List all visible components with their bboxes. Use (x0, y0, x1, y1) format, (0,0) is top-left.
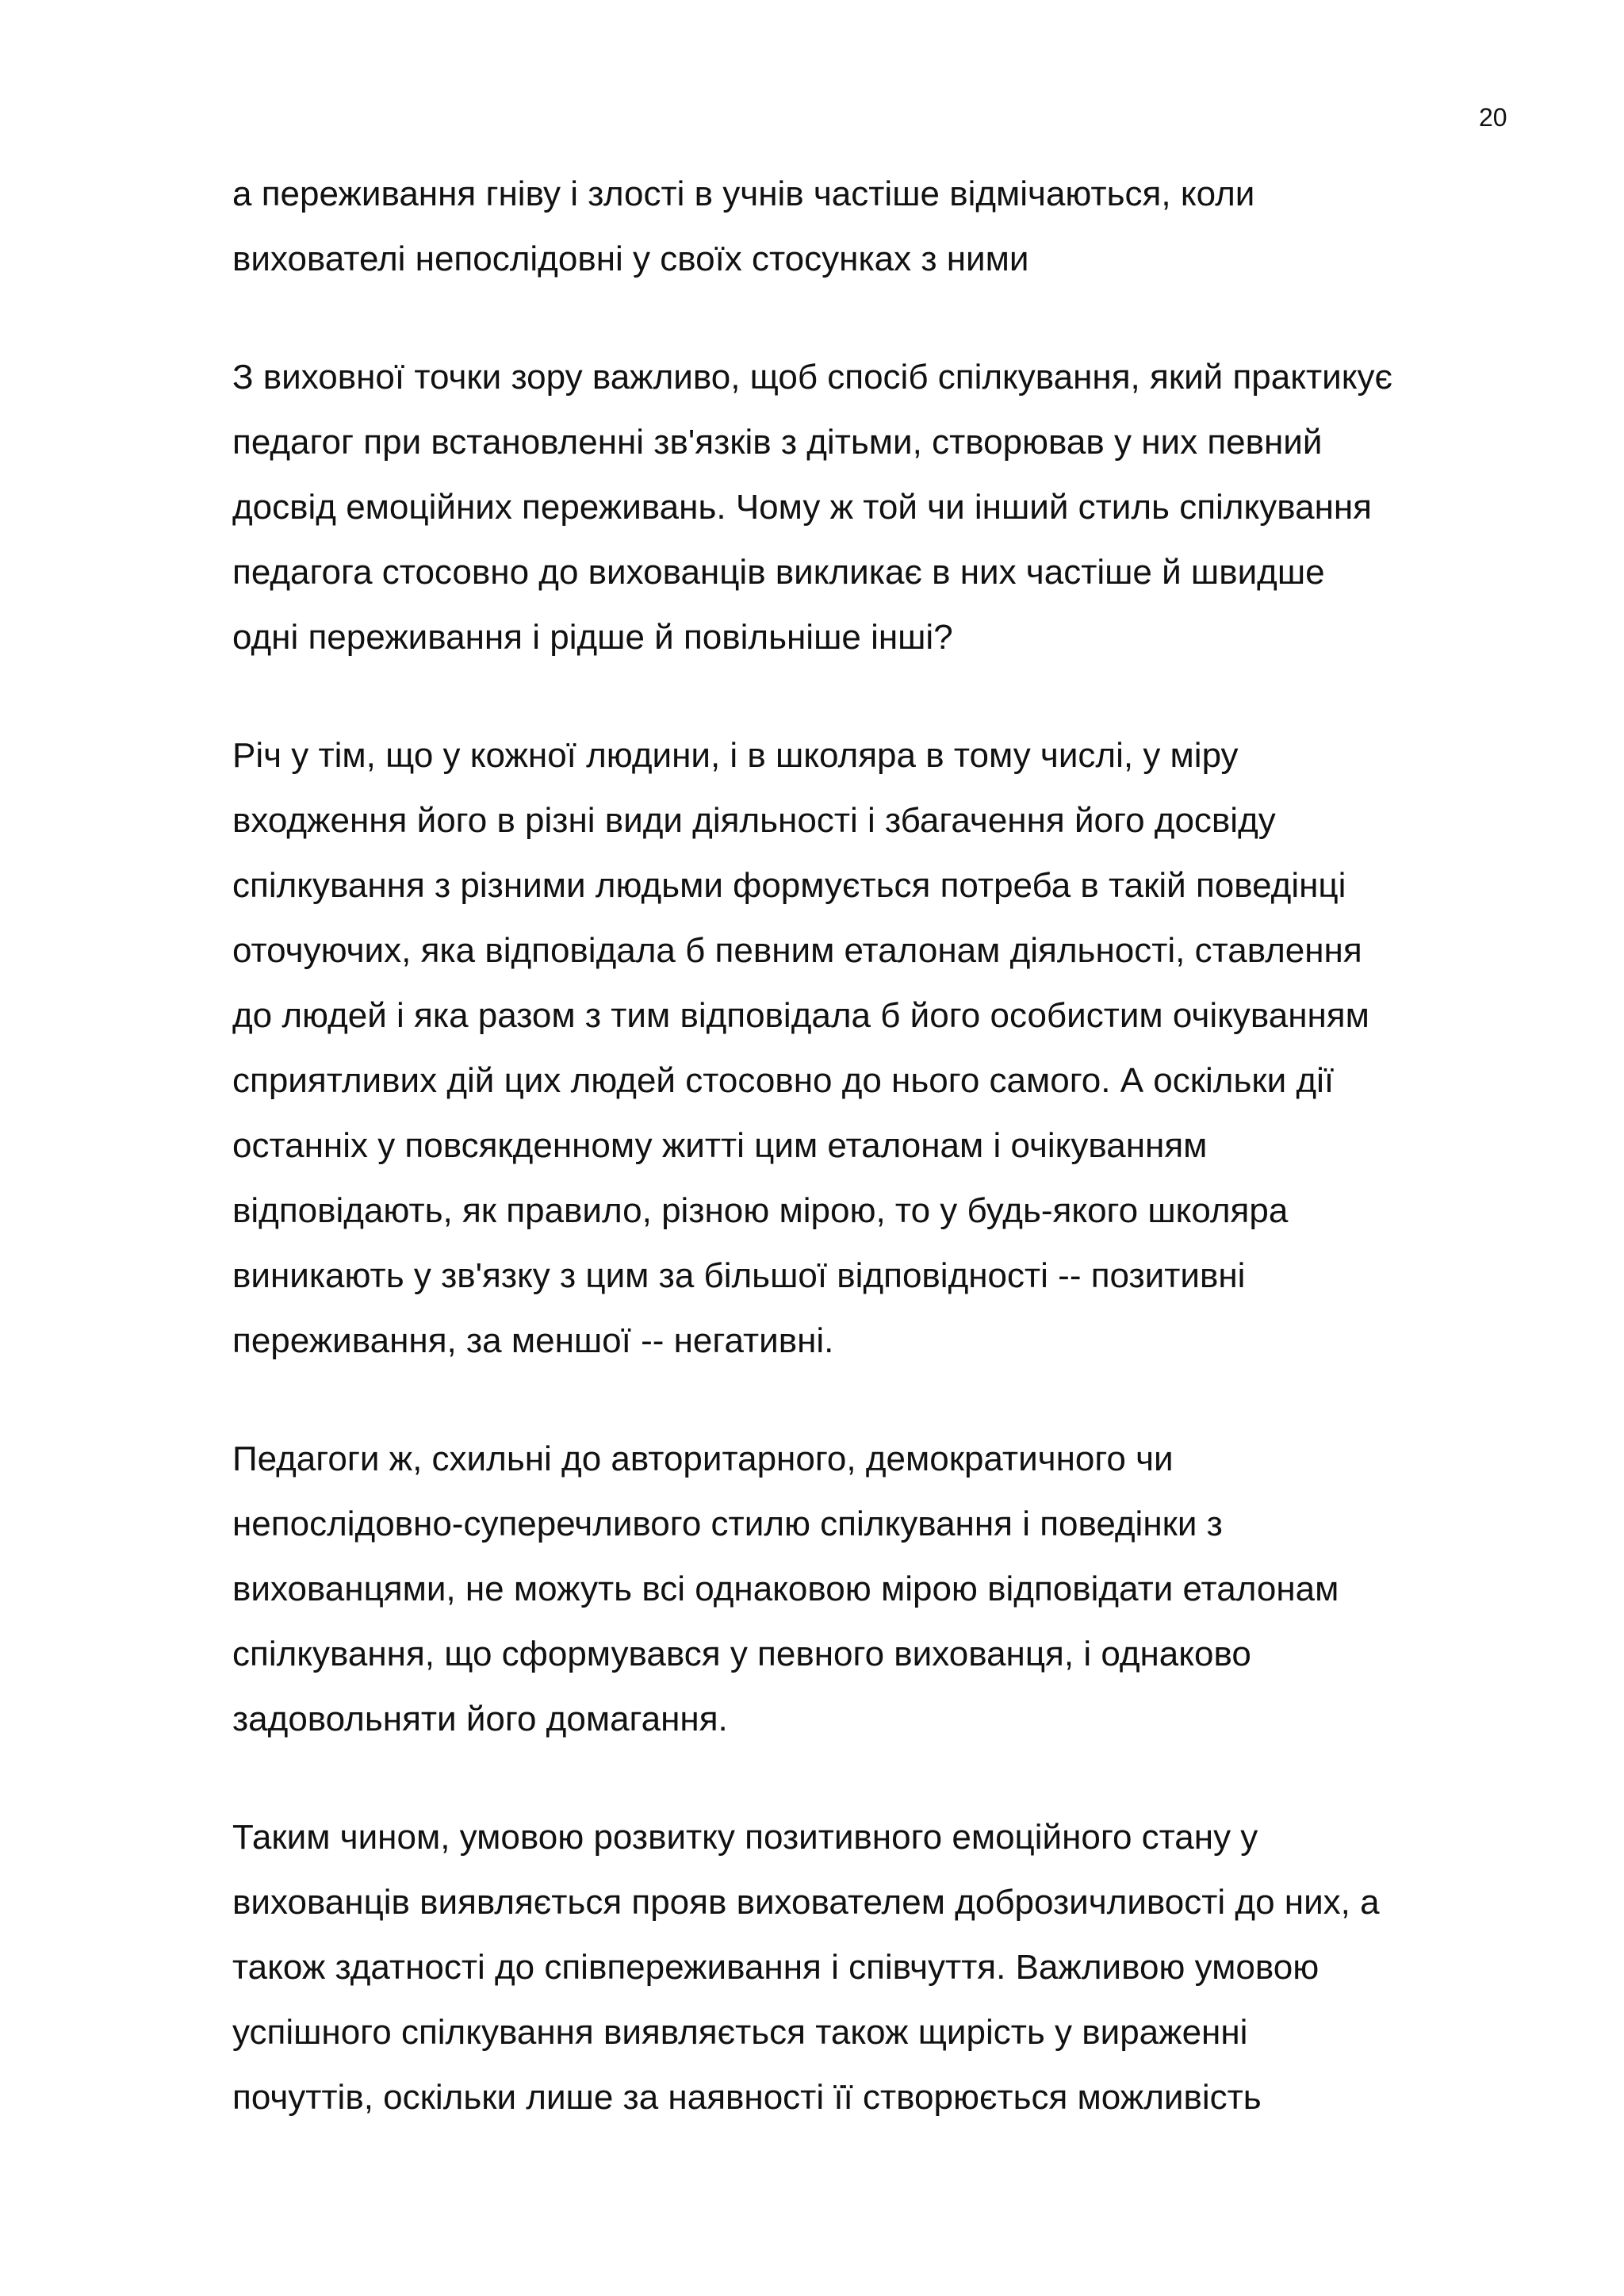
text-line: оточуючих, яка відповідала б певним еталонам діяльності, ставлення (232, 931, 1362, 970)
text-line: непослідовно-суперечливого стилю спілкування і поведінки з (232, 1504, 1223, 1543)
document-body (232, 162, 1517, 2130)
text-line: спілкування, що сформувався у певного вихованця, і однаково (232, 1635, 1251, 1673)
paragraph-gap (232, 670, 1517, 723)
text-line: почуттів, оскільки лише за наявності її створюється можливість (232, 2078, 1262, 2117)
text-line: З виховної точки зору важливо, щоб спосіб спілкування, який практикує (232, 358, 1392, 397)
paragraph-3 (232, 723, 1517, 1374)
text-line: одні переживання і рідше й повільніше інші? (232, 618, 953, 657)
text-line: Таким чином, умовою розвитку позитивного емоційного стану у (232, 1818, 1258, 1857)
page-number: 20 (1479, 103, 1507, 132)
text-line: а переживання гніву і злості в учнів частіше відмічаються, коли (232, 174, 1255, 213)
text-line: досвід емоційних переживань. Чому ж той чи інший стиль спілкування (232, 488, 1373, 527)
text-line: успішного спілкування виявляється також щирість у вираженні (232, 2013, 1248, 2052)
text-line: педагог при встановленні зв'язків з дітьми, створював у них певний (232, 423, 1323, 462)
text-line: Річ у тім, що у кожної людини, і в школяра в тому числі, у міру (232, 736, 1239, 775)
paragraph-1 (232, 162, 1517, 292)
text-line: вихованців виявляється прояв вихователем доброзичливості до них, а (232, 1883, 1380, 1922)
text-line: сприятливих дій цих людей стосовно до нього самого. А оскільки дії (232, 1061, 1335, 1100)
text-line: Педагоги ж, схильні до авторитарного, демократичного чи (232, 1439, 1174, 1478)
paragraph-4 (232, 1427, 1517, 1752)
paragraph-gap (232, 1374, 1517, 1427)
text-line: вихователі непослідовні у своїх стосунках з ними (232, 240, 1029, 278)
paragraph-5 (232, 1805, 1517, 2130)
text-line: до людей і яка разом з тим відповідала б його особистим очікуванням (232, 996, 1369, 1035)
text-line: також здатності до співпереживання і співчуття. Важливою умовою (232, 1948, 1320, 1987)
paragraph-gap (232, 1752, 1517, 1805)
text-line: відповідають, як правило, різною мірою, то у будь-якого школяра (232, 1191, 1289, 1230)
text-line: входження його в різні види діяльності і збагачення його досвіду (232, 801, 1276, 840)
text-line: задовольняти його домагання. (232, 1700, 728, 1738)
text-line: педагога стосовно до вихованців викликає в них частіше й швидше (232, 553, 1325, 592)
text-line: спілкування з різними людьми формується потреба в такій поведінці (232, 866, 1346, 905)
paragraph-2 (232, 345, 1517, 670)
text-line: переживання, за меншої -- негативні. (232, 1321, 834, 1360)
text-line: вихованцями, не можуть всі однаковою мірою відповідати еталонам (232, 1570, 1339, 1608)
text-line: останніх у повсякденному житті цим еталонам і очікуванням (232, 1126, 1208, 1165)
paragraph-gap (232, 292, 1517, 345)
text-line: виникають у зв'язку з цим за більшої відповідності -- позитивні (232, 1256, 1246, 1295)
